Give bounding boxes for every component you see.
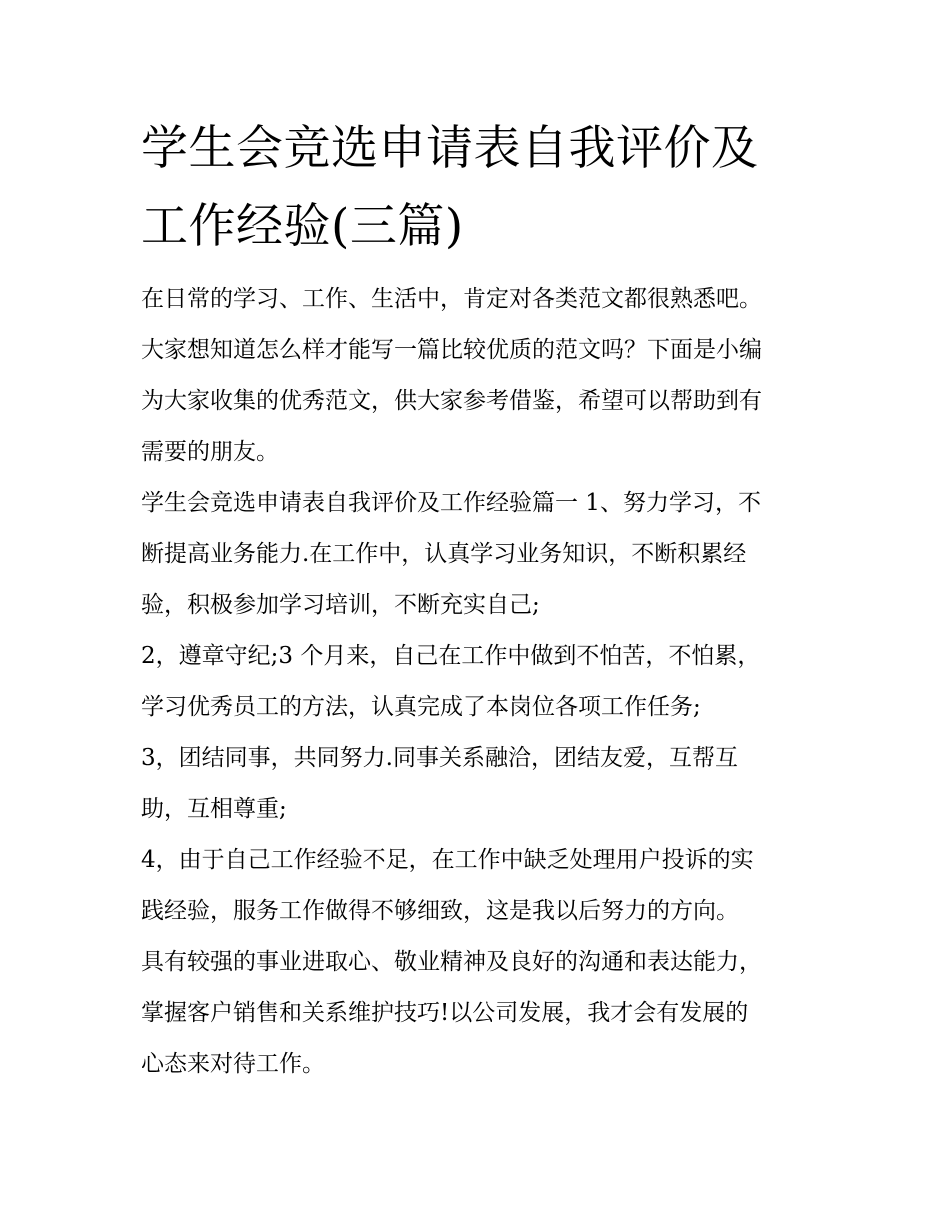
- text-line: 3，团结同事，共同努力.同事关系融洽，团结友爱，互帮互: [141, 745, 738, 771]
- text-line: 学习优秀员工的方法，认真完成了本岗位各项工作任务;: [141, 694, 701, 720]
- paragraph-intro: [141, 274, 821, 478]
- text-line: 断提高业务能力.在工作中，认真学习业务知识，不断积累经: [141, 541, 747, 567]
- text-line: 2，遵章守纪;3 个月来，自己在工作中做到不怕苦，不怕累，: [141, 643, 761, 669]
- text-line: 4，由于自己工作经验不足，在工作中缺乏处理用户投诉的实: [141, 847, 754, 873]
- text-line: 大家想知道怎么样才能写一篇比较优质的范文吗？下面是小编: [141, 337, 762, 363]
- document-title: [141, 110, 821, 266]
- text-line: 在日常的学习、工作、生活中，肯定对各类范文都很熟悉吧。: [141, 286, 762, 312]
- title-line: 学生会竞选申请表自我评价及: [141, 121, 759, 176]
- text-line: 践经验，服务工作做得不够细致，这是我以后努力的方向。: [141, 898, 739, 924]
- text-line: 心态来对待工作。: [141, 1051, 325, 1077]
- text-line: 学生会竞选申请表自我评价及工作经验篇一 1、努力学习，不: [141, 490, 761, 516]
- text-line: 助，互相尊重;: [141, 796, 287, 822]
- text-line: 验，积极参加学习培训，不断充实自己;: [141, 592, 540, 618]
- text-line: 需要的朋友。: [141, 439, 279, 465]
- document-content: [141, 110, 821, 1090]
- paragraph-point-2: [141, 631, 821, 733]
- document-body: [141, 274, 821, 1090]
- paragraph-point-3: [141, 733, 821, 835]
- paragraph-article-one: [141, 478, 821, 631]
- title-line: 工作经验(三篇): [141, 199, 464, 254]
- text-line: 具有较强的事业进取心、敬业精神及良好的沟通和表达能力，: [141, 949, 762, 975]
- text-line: 掌握客户销售和关系维护技巧!以公司发展，我才会有发展的: [141, 1000, 749, 1026]
- text-line: 为大家收集的优秀范文，供大家参考借鉴，希望可以帮助到有: [141, 388, 762, 414]
- paragraph-point-4: [141, 835, 821, 937]
- paragraph-closing: [141, 937, 821, 1090]
